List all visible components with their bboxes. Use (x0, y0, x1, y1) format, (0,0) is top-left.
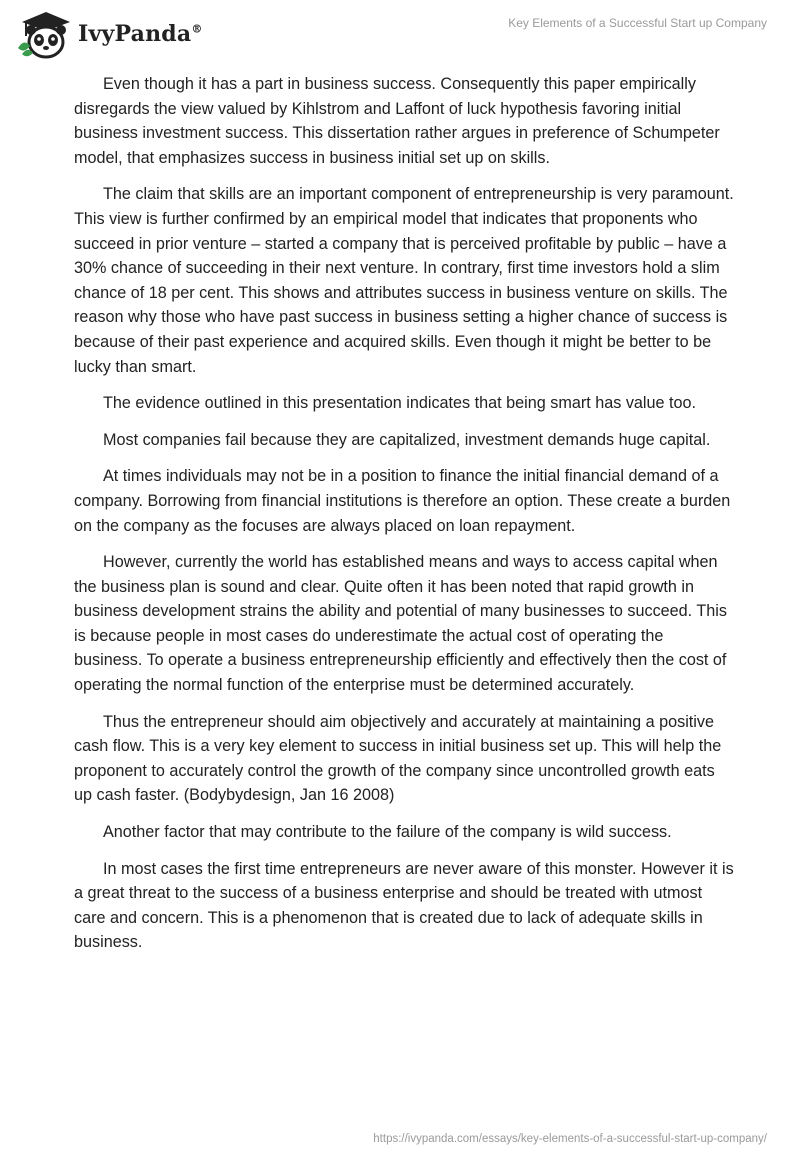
paragraph: However, currently the world has established means and ways to access capital when the business plan is sound and clear. Quite often it has been noted that rapid growth in business development strains the ability and potential of many businesses to succeed. This is because people in most cases do underestimate the actual cost of operating the business. To operate a business entrepreneurship efficiently and effectively then the cost of operating the normal function of the enterprise must be determined accurately. (74, 553, 727, 695)
essay-body (74, 72, 734, 967)
paragraph: In most cases the first time entrepreneurs are never aware of this monster. However it is a great threat to the success of a business enterprise and should be treated with utmost care and concern. This is a phenomenon that is created due to lack of adequate skills in business. (74, 859, 734, 952)
source-url[interactable]: https://ivypanda.com/essays/key-elements-of-a-successful-start-up-company/ (373, 1133, 767, 1145)
page-header (0, 0, 800, 70)
paragraph: At times individuals may not be in a position to finance the initial financial demand of a company. Borrowing from financial institutions is therefore an option. These create a burden on the company as the focuses are always placed on loan repayment. (74, 467, 731, 535)
paragraph: The evidence outlined in this presentation indicates that being smart has value too. (103, 394, 697, 413)
paragraph: Most companies fail because they are capitalized, investment demands huge capital. (103, 430, 711, 449)
ivypanda-logo[interactable] (14, 8, 203, 60)
document-title: Key Elements of a Successful Start up Company (508, 16, 767, 30)
brand-name: IvyPanda® (78, 21, 203, 47)
panda-graduate-icon (14, 8, 72, 60)
paragraph: Another factor that may contribute to the failure of the company is wild success. (103, 823, 672, 842)
paragraph: The claim that skills are an important component of entrepreneurship is very paramount. This view is further confirmed by an empirical model that indicates that proponents who succeed in prior venture – started a company that is perceived profitable by public – have a 30% chance of succeeding in their next venture. In contrary, first time investors hold a slim chance of 18 per cent. This shows and attributes success in business venture on skills. The reason why those who have past success in business setting a higher chance of success is because of their past experience and acquired skills. Even though it might be better to be lucky than smart. (74, 185, 734, 376)
registered-mark: ® (191, 22, 203, 36)
paragraph: Even though it has a part in business success. Consequently this paper empirically disregards the view valued by Kihlstrom and Laffont of luck hypothesis favoring initial business investment success. This dissertation rather argues in preference of Schumpeter model, that emphasizes success in business initial set up on skills. (74, 75, 720, 167)
paragraph: Thus the entrepreneur should aim objectively and accurately at maintaining a positive cash flow. This is a very key element to success in initial business set up. This will help the proponent to accurately control the growth of the company since uncontrolled growth eats up cash faster. (Bodybydesign, Jan 16 2008) (74, 712, 722, 805)
